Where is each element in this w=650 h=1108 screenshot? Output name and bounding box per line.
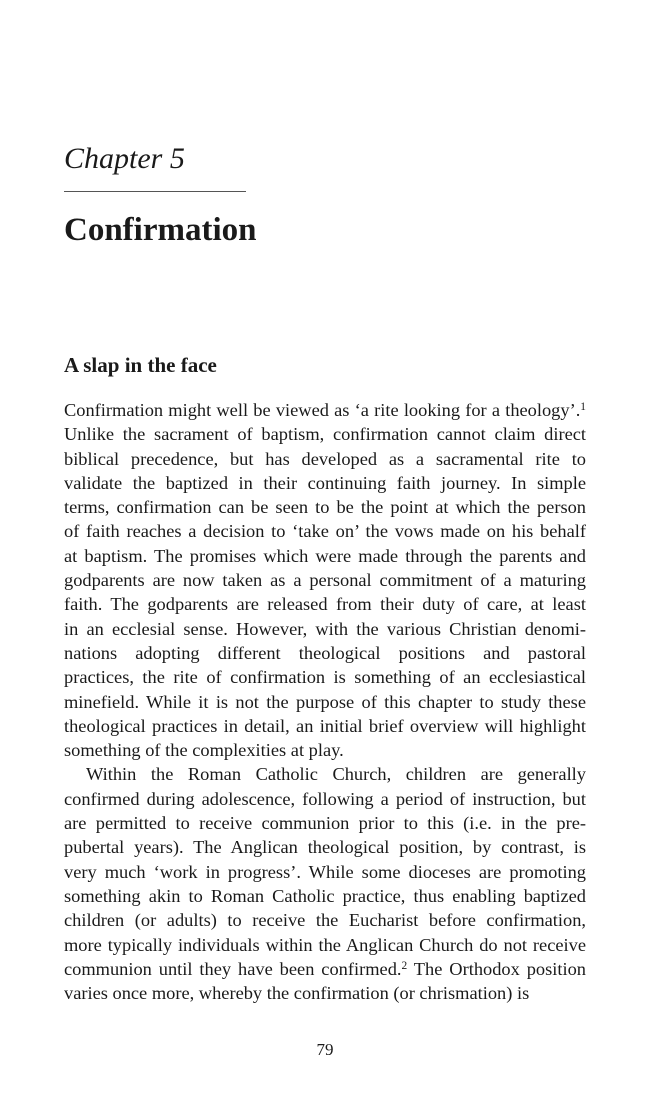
line-text: varies once more, whereby the confirmation (or chrismation) is: [64, 983, 530, 1004]
line-text: validate the baptized in their continuing faith journey. In simple: [64, 472, 586, 493]
text-line: [64, 447, 586, 471]
line-text: in an ecclesial sense. However, with the various Christian denomi-: [64, 618, 586, 639]
chapter-divider-rule: [64, 191, 246, 192]
line-text: pubertal years). The Anglican theological position, by contrast, is: [64, 837, 586, 858]
line-text: faith. The godparents are released from their duty of care, at least: [64, 594, 586, 615]
page-number: 79: [316, 1040, 334, 1059]
line-text: biblical precedence, but has developed as a sacramental rite to: [64, 448, 586, 469]
line-text: of faith reaches a decision to ‘take on’ the vows made on his behalf: [64, 521, 586, 542]
line-text: at baptism. The promises which were made through the parents and: [64, 545, 586, 566]
text-line: [64, 422, 586, 446]
line-text: something akin to Roman Catholic practice, thus enabling baptized: [64, 885, 586, 906]
text-line: [64, 860, 586, 884]
line-text: are permitted to receive communion prior to this (i.e. in the pre-: [64, 813, 586, 834]
line-text: nations adopting different theological positions and pastoral: [64, 642, 586, 663]
footnote-reference[interactable]: 1: [580, 400, 586, 413]
text-line: [64, 665, 586, 689]
footnote-reference[interactable]: 2: [401, 959, 408, 972]
line-text: Unlike the sacrament of baptism, confirmation cannot claim direct: [64, 424, 586, 445]
text-line: [64, 690, 586, 714]
text-line: [64, 519, 586, 543]
line-text: practices, the rite of confirmation is something of an ecclesiastical: [64, 667, 586, 688]
text-line: [64, 762, 586, 786]
text-line: [64, 568, 586, 592]
line-text: Confirmation might well be viewed as ‘a rite looking for a theology’.: [64, 400, 581, 420]
section-heading: A slap in the face: [64, 353, 217, 377]
text-line: [64, 617, 586, 641]
chapter-title: Confirmation: [64, 212, 257, 248]
text-line: [64, 981, 586, 1005]
text-line: [64, 471, 586, 495]
line-text: theological practices in detail, an initial brief overview will highlight: [64, 715, 586, 736]
text-line: [64, 641, 586, 665]
text-line: [64, 544, 586, 568]
text-line: [64, 908, 586, 932]
text-line: [64, 835, 586, 859]
line-text: something of the complexities at play.: [64, 740, 344, 761]
text-line: [64, 933, 586, 957]
text-line: [64, 398, 586, 422]
line-text: children (or adults) to receive the Eucharist before confirmation,: [64, 910, 586, 931]
text-line: [64, 592, 586, 616]
line-text: confirmed during adolescence, following a period of instruction, but: [64, 788, 586, 809]
chapter-label: Chapter 5: [64, 142, 185, 175]
line-text: Within the Roman Catholic Church, children are generally: [86, 764, 586, 785]
body-text: [64, 398, 586, 1005]
paragraph: [64, 762, 586, 1005]
line-text: very much ‘work in progress’. While some dioceses are promoting: [64, 861, 586, 882]
text-line: [64, 495, 586, 519]
paragraph: [64, 398, 586, 762]
text-line: [64, 738, 586, 762]
line-text: godparents are now taken as a personal commitment of a maturing: [64, 570, 586, 591]
text-line: [64, 714, 586, 738]
line-text: The Orthodox position: [407, 958, 586, 979]
text-line: [64, 957, 586, 981]
line-text: more typically individuals within the Anglican Church do not receive: [64, 934, 586, 955]
text-line: [64, 811, 586, 835]
line-text: minefield. While it is not the purpose of this chapter to study these: [64, 691, 586, 712]
text-line: [64, 884, 586, 908]
line-text: terms, confirmation can be seen to be the point at which the person: [64, 497, 586, 518]
line-text: communion until they have been confirmed.: [64, 958, 402, 979]
text-line: [64, 787, 586, 811]
